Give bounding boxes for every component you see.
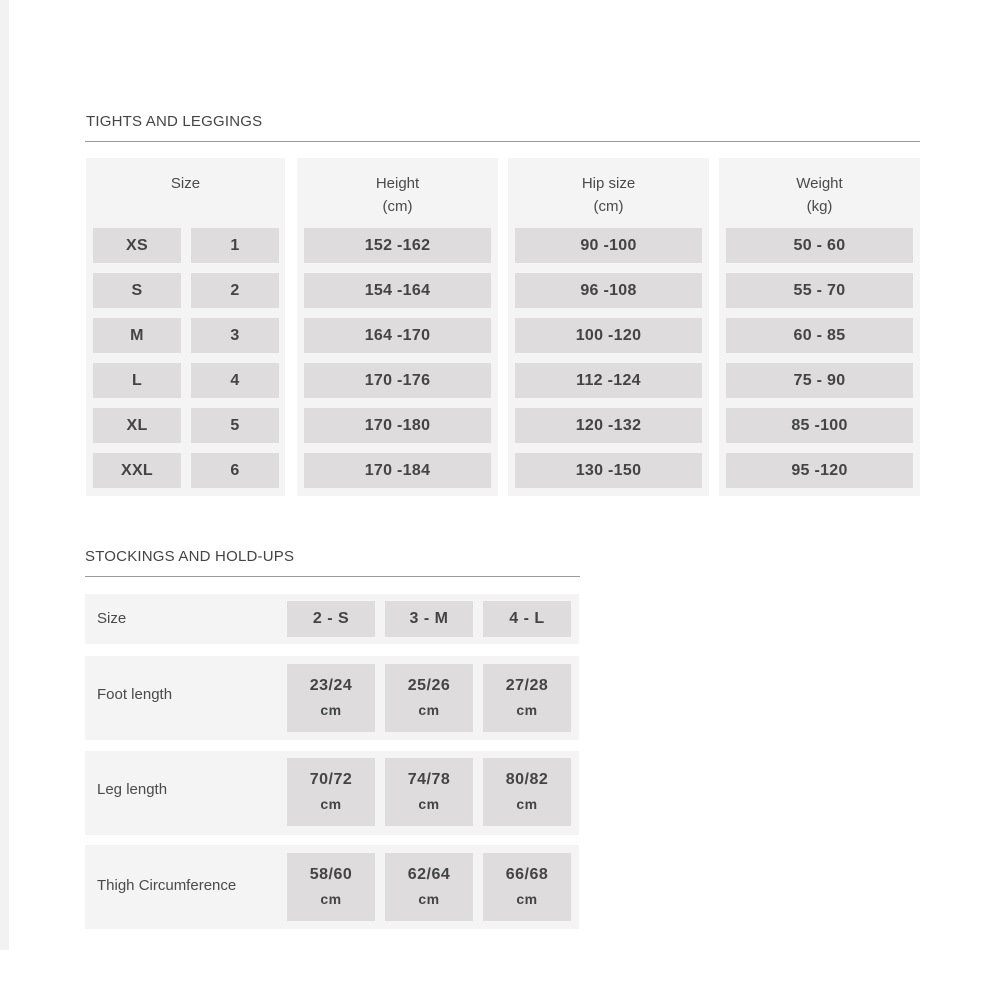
measure-unit: cm: [418, 702, 440, 718]
size-letter-cell: S: [93, 273, 181, 308]
stockings-size-cell: 4 - L: [483, 601, 571, 637]
size-header: Size: [170, 175, 201, 192]
height-cell: 154 -164: [304, 273, 491, 308]
height-header-unit: (cm): [382, 198, 413, 215]
measure-value: 80/82: [505, 771, 549, 788]
tights-title-rule: [85, 141, 920, 142]
weight-cell: 75 - 90: [726, 363, 913, 398]
thigh-circumference-cell: [287, 853, 375, 921]
height-header: [297, 172, 498, 218]
height-cell: 170 -176: [304, 363, 491, 398]
foot-length-cell: [287, 664, 375, 732]
foot-length-label: Foot length: [97, 686, 173, 703]
foot-length-cell: [483, 664, 571, 732]
stockings-size-label: Size: [97, 610, 127, 627]
hip-cell: 100 -120: [515, 318, 702, 353]
measure-value: 74/78: [407, 771, 451, 788]
measure-value: 62/64: [407, 866, 451, 883]
hip-header-label: Hip size: [581, 175, 636, 192]
weight-header-label: Weight: [796, 175, 843, 192]
weight-header-unit: (kg): [806, 198, 833, 215]
size-number-cell: 5: [191, 408, 279, 443]
leg-length-cell: [385, 758, 473, 826]
weight-cell: 85 -100: [726, 408, 913, 443]
measure-unit: cm: [516, 891, 538, 907]
height-cell: 152 -162: [304, 228, 491, 263]
stockings-title-rule: [85, 576, 580, 577]
weight-cell: 55 - 70: [726, 273, 913, 308]
height-cell: 164 -170: [304, 318, 491, 353]
hip-cell: 90 -100: [515, 228, 702, 263]
foot-length-cell: [385, 664, 473, 732]
size-number-cell: 1: [191, 228, 279, 263]
measure-unit: cm: [418, 891, 440, 907]
size-number-cell: 3: [191, 318, 279, 353]
leg-length-label: Leg length: [97, 781, 168, 798]
size-number-cell: 6: [191, 453, 279, 488]
thigh-circumference-cell: [385, 853, 473, 921]
height-header-label: Height: [375, 175, 420, 192]
measure-value: 27/28: [505, 677, 549, 694]
stockings-size-cell: 2 - S: [287, 601, 375, 637]
size-letter-cell: L: [93, 363, 181, 398]
size-number-cell: 2: [191, 273, 279, 308]
tights-section-title: TIGHTS AND LEGGINGS: [86, 113, 263, 130]
leg-length-cell: [483, 758, 571, 826]
measure-value: 58/60: [309, 866, 353, 883]
bottom-margin-strip: [0, 950, 1000, 1000]
weight-cell: 95 -120: [726, 453, 913, 488]
size-letter-cell: XXL: [93, 453, 181, 488]
measure-unit: cm: [516, 702, 538, 718]
weight-cell: 60 - 85: [726, 318, 913, 353]
measure-value: 23/24: [309, 677, 353, 694]
hip-cell: 96 -108: [515, 273, 702, 308]
height-cell: 170 -180: [304, 408, 491, 443]
size-letter-cell: XL: [93, 408, 181, 443]
weight-header: [719, 172, 920, 218]
hip-header: [508, 172, 709, 218]
measure-unit: cm: [320, 796, 342, 812]
size-letter-cell: XS: [93, 228, 181, 263]
hip-cell: 112 -124: [515, 363, 702, 398]
hip-cell: 120 -132: [515, 408, 702, 443]
thigh-circumference-cell: [483, 853, 571, 921]
measure-unit: cm: [418, 796, 440, 812]
measure-value: 70/72: [309, 771, 353, 788]
left-margin-strip: [0, 0, 9, 950]
stockings-size-cell: 3 - M: [385, 601, 473, 637]
measure-unit: cm: [516, 796, 538, 812]
size-letter-cell: M: [93, 318, 181, 353]
height-cell: 170 -184: [304, 453, 491, 488]
weight-cell: 50 - 60: [726, 228, 913, 263]
leg-length-cell: [287, 758, 375, 826]
hip-cell: 130 -150: [515, 453, 702, 488]
thigh-circumference-label: Thigh Circumference: [97, 877, 237, 894]
measure-unit: cm: [320, 891, 342, 907]
measure-value: 25/26: [407, 677, 451, 694]
stockings-section-title: STOCKINGS AND HOLD-UPS: [85, 548, 295, 565]
size-number-cell: 4: [191, 363, 279, 398]
hip-header-unit: (cm): [593, 198, 624, 215]
measure-unit: cm: [320, 702, 342, 718]
measure-value: 66/68: [505, 866, 549, 883]
